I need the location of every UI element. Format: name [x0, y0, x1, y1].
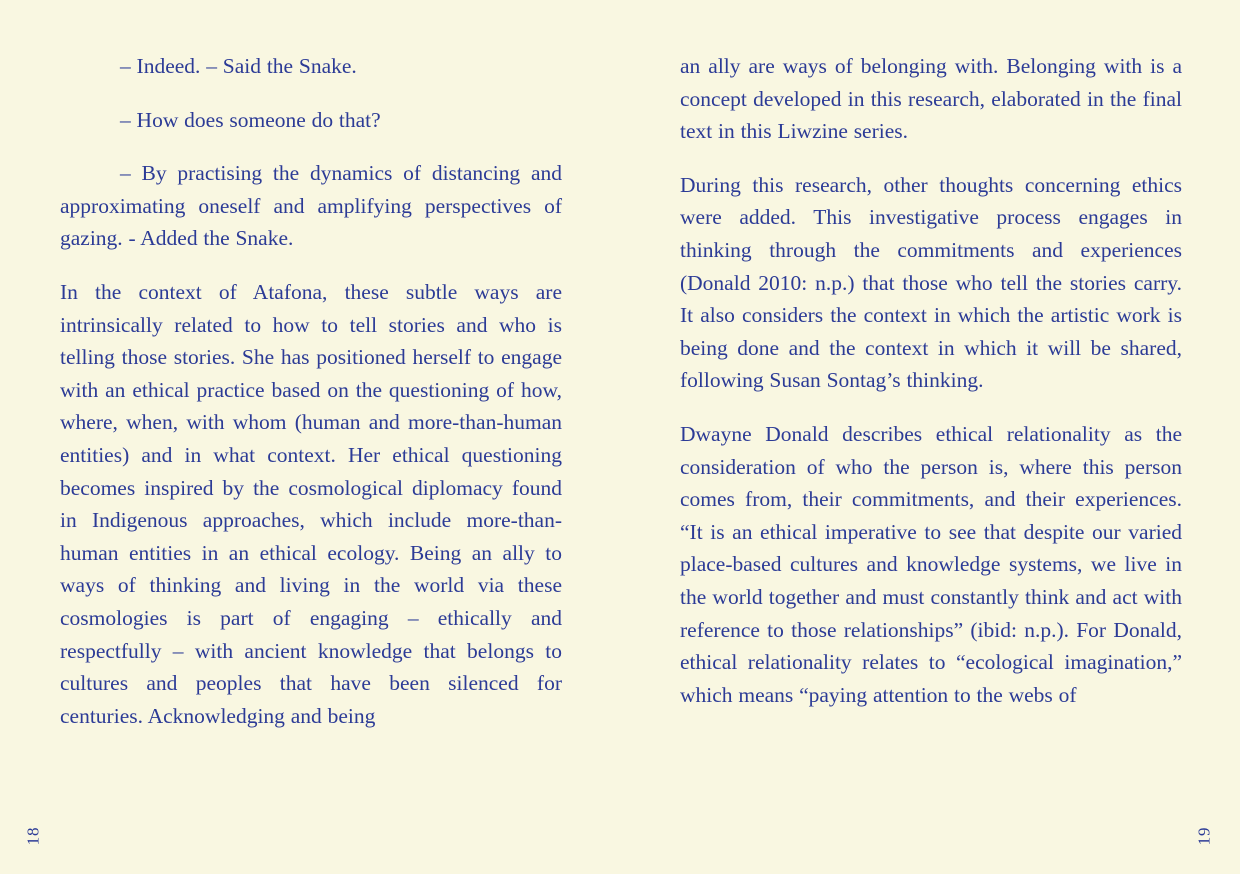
paragraph: – By practising the dynamics of distancing and approximating oneself and amplifying perspectives of gazing. - Added the Snake. — [60, 161, 562, 251]
paragraph: – How does someone do that? — [120, 107, 381, 132]
left-text-column — [60, 50, 562, 753]
page-number: 19 — [1194, 826, 1214, 846]
page-right — [620, 0, 1240, 874]
paragraph: In the context of Atafona, these subtle ways are intrinsically related to how to tell stories and who is telling those stories. She has positioned herself to engage with an ethical practice based on the questioning of how, where, when, with whom (human and more-than-human entities) and in what context. Her ethical questioning becomes inspired by the cosmological diplomacy found in Indigenous approaches, which include more-than-human entities in an ethical ecology. Being an ally to ways of thinking and living in the world via these cosmologies is part of engaging – ethically and respectfully – with ancient knowledge that belongs to cultures and peoples that have been silenced for centuries. Acknowledging and being — [60, 279, 562, 728]
page-number: 18 — [23, 826, 43, 846]
right-text-column — [680, 50, 1182, 732]
paragraph: – Indeed. – Said the Snake. — [120, 54, 357, 78]
paragraph: an ally are ways of belonging with. Belonging with is a concept developed in this research, elaborated in the final text in this Liwzine series. — [680, 54, 1182, 144]
paragraph: Dwayne Donald describes ethical relationality as the consideration of who the person is, where this person comes from, their commitments, and their experiences. “It is an ethical imperative to see that despite our varied place-based cultures and knowledge systems, we live in the world together and must constantly think and act with reference to those relationships” (ibid: n.p.). For Donald, ethical relationality relates to “ecological imagination,” which means “paying attention to the webs of — [680, 421, 1182, 707]
paragraph: During this research, other thoughts concerning ethics were added. This investigative process engages in thinking through the commitments and experiences (Donald 2010: n.p.) that those who tell the stories carry. It also considers the context in which the artistic work is being done and the context in which it will be shared, following Susan Sontag’s thinking. — [680, 172, 1182, 393]
